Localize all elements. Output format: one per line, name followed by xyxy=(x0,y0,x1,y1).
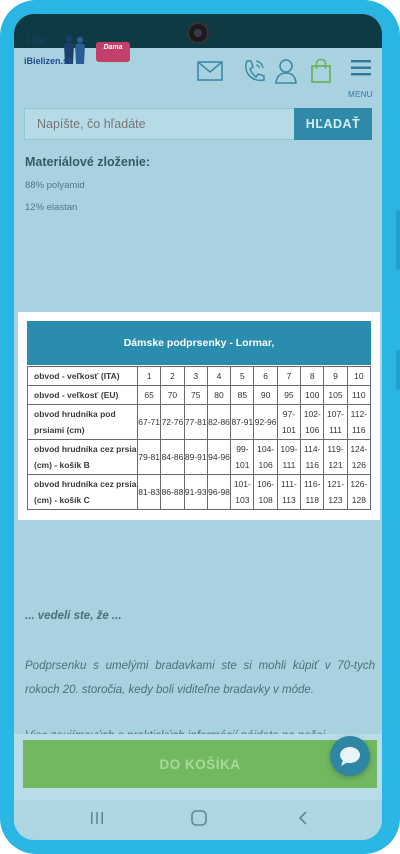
size-table-title: Dámske podprsenky - Lormar, xyxy=(27,321,371,365)
user-account-icon[interactable] xyxy=(274,58,298,84)
table-cell: 72-76 xyxy=(161,405,184,440)
hamburger-menu-icon[interactable] xyxy=(350,59,372,77)
row-label: obvod hrudníka pod prsiami (cm) xyxy=(28,405,138,440)
table-row xyxy=(28,367,371,386)
table-cell: 94-96 xyxy=(207,440,230,475)
table-cell: 112-116 xyxy=(347,405,370,440)
table-cell: 67-71 xyxy=(138,405,161,440)
dama-logo[interactable] xyxy=(96,42,130,62)
size-table xyxy=(27,366,371,510)
table-cell: 82-86 xyxy=(207,405,230,440)
table-cell: 116-118 xyxy=(301,475,324,510)
table-row xyxy=(28,405,371,440)
size-table-container xyxy=(18,312,380,520)
table-cell: 2 xyxy=(161,367,184,386)
table-cell: 121-123 xyxy=(324,475,347,510)
shopping-bag-icon[interactable] xyxy=(310,58,332,84)
table-cell: 119-121 xyxy=(324,440,347,475)
table-cell: 84-86 xyxy=(161,440,184,475)
chat-bubble-icon xyxy=(330,736,370,776)
row-label: obvod - veľkosť (EU) xyxy=(28,386,138,405)
table-cell: 95 xyxy=(277,386,300,405)
table-cell: 77-81 xyxy=(184,405,207,440)
table-cell: 124-126 xyxy=(347,440,370,475)
table-cell: 3 xyxy=(184,367,207,386)
table-cell: 79-81 xyxy=(138,440,161,475)
recent-apps-icon[interactable] xyxy=(89,810,105,826)
table-cell: 6 xyxy=(254,367,277,386)
dama-logo-text: Dama xyxy=(103,44,123,51)
search-button[interactable]: HĽADAŤ xyxy=(294,108,372,140)
table-cell: 9 xyxy=(324,367,347,386)
table-cell: 8 xyxy=(301,367,324,386)
table-cell: 80 xyxy=(207,386,230,405)
logo-lm-text: L&M xyxy=(26,36,46,45)
table-cell: 126-128 xyxy=(347,475,370,510)
power-button xyxy=(396,350,400,390)
table-cell: 10 xyxy=(347,367,370,386)
table-cell: 105 xyxy=(324,386,347,405)
table-cell: 5 xyxy=(231,367,254,386)
table-cell: 70 xyxy=(161,386,184,405)
table-cell: 110 xyxy=(347,386,370,405)
table-cell: 107-111 xyxy=(324,405,347,440)
table-cell: 86-88 xyxy=(161,475,184,510)
front-camera xyxy=(187,22,209,44)
table-cell: 109-111 xyxy=(277,440,300,475)
table-cell: 1 xyxy=(138,367,161,386)
table-row xyxy=(28,386,371,405)
article-paragraph: Podprsenku s umelými bradavkami ste si mohli kúpiť v 70-tych rokoch 20. storočia, kedy boli viditeľne bradavky v móde. xyxy=(25,660,375,696)
table-cell: 100 xyxy=(301,386,324,405)
article-heading: ... vedeli ste, že ... xyxy=(25,610,122,622)
table-row xyxy=(28,475,371,510)
table-cell: 106-108 xyxy=(254,475,277,510)
menu-label[interactable]: MENU xyxy=(348,90,373,99)
row-label: obvod hrudníka cez prsia (cm) - košík C xyxy=(28,475,138,510)
table-cell: 87-91 xyxy=(231,405,254,440)
back-icon[interactable] xyxy=(296,810,310,826)
table-cell: 90 xyxy=(254,386,277,405)
search-input[interactable] xyxy=(24,108,296,140)
material-line: 88% polyamid xyxy=(25,180,85,191)
table-cell: 89-91 xyxy=(184,440,207,475)
table-cell: 92-96 xyxy=(254,405,277,440)
table-cell: 102-106 xyxy=(301,405,324,440)
table-cell: 96-98 xyxy=(207,475,230,510)
table-row xyxy=(28,440,371,475)
home-icon[interactable] xyxy=(190,809,208,827)
table-cell: 75 xyxy=(184,386,207,405)
logo-site-name: iBielizen.sk xyxy=(24,56,74,66)
chat-button[interactable] xyxy=(330,736,370,776)
row-label: obvod - veľkosť (ITA) xyxy=(28,367,138,386)
table-cell: 111-113 xyxy=(277,475,300,510)
table-cell: 104-106 xyxy=(254,440,277,475)
table-cell: 114-116 xyxy=(301,440,324,475)
row-label: obvod hrudníka cez prsia (cm) - košík B xyxy=(28,440,138,475)
material-line: 12% elastan xyxy=(25,202,78,213)
table-cell: 81-83 xyxy=(138,475,161,510)
material-title: Materiálové zloženie: xyxy=(25,155,151,169)
mail-icon[interactable] xyxy=(197,61,223,81)
table-cell: 65 xyxy=(138,386,161,405)
table-cell: 97-101 xyxy=(277,405,300,440)
add-to-cart-button[interactable]: DO KOŠÍKA xyxy=(23,740,377,788)
table-cell: 99-101 xyxy=(231,440,254,475)
table-cell: 91-93 xyxy=(184,475,207,510)
phone-screen xyxy=(14,14,382,840)
table-cell: 7 xyxy=(277,367,300,386)
phone-icon[interactable] xyxy=(242,58,266,84)
table-cell: 101-103 xyxy=(231,475,254,510)
table-cell: 85 xyxy=(231,386,254,405)
table-cell: 4 xyxy=(207,367,230,386)
volume-button xyxy=(396,210,400,270)
